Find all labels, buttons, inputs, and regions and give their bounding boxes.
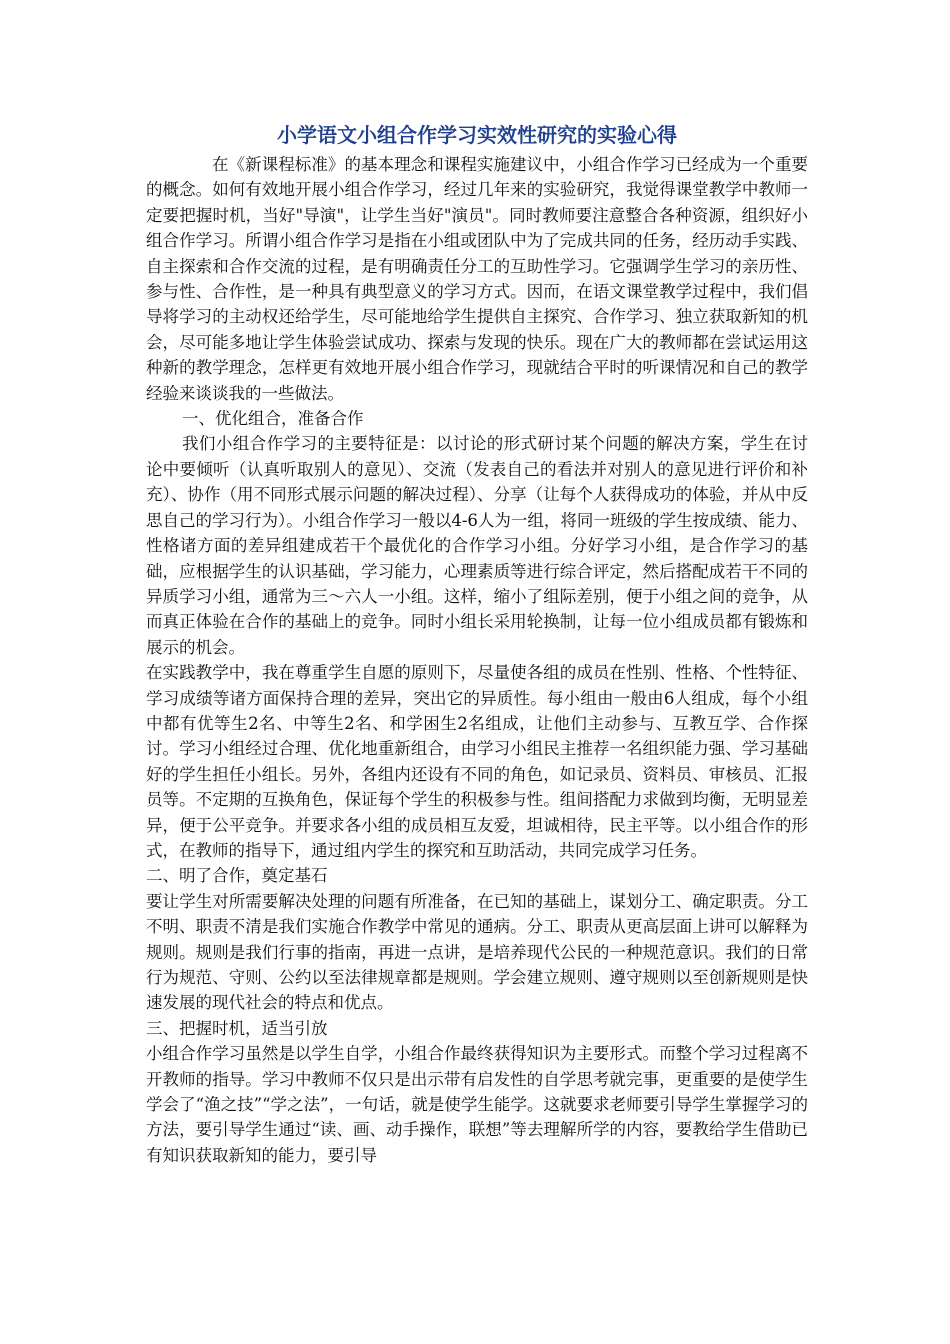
section-heading-2: 二、明了合作，奠定基石 bbox=[146, 866, 328, 886]
document-title: 小学语文小组合作学习实效性研究的实验心得 bbox=[277, 123, 677, 147]
section1-paragraph-1: 我们小组合作学习的主要特征是：以讨论的形式研讨某个问题的解决方案，学生在讨论中要倾听（认真听取别人的意见）、交流（发表自己的看法并对别人的意见进行评价和补充）、协作（用不同形式展示问题的解决过程）、分享（让每个人获得成功的体验，并从中反思自己的学习行为）。小组合作学习一般以4-6人为一组，将同一班级的学生按成绩、能力、性格诸方面的差异组建成若干个最优化的合作学习小组。分好学习小组，是合作学习的基础，应根据学生的认识基础，学习能力，心理素质等进行综合评定，然后搭配成若干不同的异质学习小组，通常为三～六人一小组。这样，缩小了组际差别，便于小组之间的竞争，从而真正体验在合作的基础上的竞争。同时小组长采用轮换制，让每一位小组成员都有锻炼和展示的机会。 bbox=[146, 434, 808, 657]
section-heading-1: 一、优化组合，准备合作 bbox=[182, 409, 364, 429]
document-body bbox=[146, 120, 808, 1168]
section1-paragraph-2: 在实践教学中，我在尊重学生自愿的原则下，尽量使各组的成员在性别、性格、个性特征、学习成绩等诸方面保持合理的差异，突出它的异质性。每小组由一般由6人组成，每个小组中都有优等生2名、中等生2名、和学困生2名组成，让他们主动参与、互教互学、合作探讨。学习小组经过合理、优化地重新组合，由学习小组民主推荐一名组织能力强、学习基础好的学生担任小组长。另外，各组内还设有不同的角色，如记录员、资料员、审核员、汇报员等。不定期的互换角色，保证每个学生的积极参与性。组间搭配力求做到均衡，无明显差异，便于公平竞争。并要求各小组的成员相互友爱，坦诚相待，民主平等。以小组合作的形式，在教师的指导下，通过组内学生的探究和互助活动，共同完成学习任务。 bbox=[146, 663, 808, 860]
intro-paragraph: 在《新课程标准》的基本理念和课程实施建议中，小组合作学习已经成为一个重要的概念。如何有效地开展小组合作学习，经过几年来的实验研究，我觉得课堂教学中教师一定要把握时机，当好"导演"，让学生当好"演员"。同时教师要注意整合各种资源，组织好小组合作学习。所谓小组合作学习是指在小组或团队中为了完成共同的任务，经历动手实践、自主探索和合作交流的过程，是有明确责任分工的互助性学习。它强调学生学习的亲历性、参与性、合作性，是一种具有典型意义的学习方式。因而，在语文课堂教学过程中，我们倡导将学习的主动权还给学生，尽可能地给学生提供自主探究、合作学习、独立获取新知的机会，尽可能多地让学生体验尝试成功、探索与发现的快乐。现在广大的教师都在尝试运用这种新的教学理念，怎样更有效地开展小组合作学习，现就结合平时的听课情况和自己的教学经验来谈谈我的一些做法。 bbox=[146, 155, 808, 403]
section3-paragraph-1: 小组合作学习虽然是以学生自学，小组合作最终获得知识为主要形式。而整个学习过程离不开教师的指导。学习中教师不仅只是出示带有启发性的自学思考就完事，更重要的是使学生学会了“渔之技”“学之法”，一句话，就是使学生能学。这就要求老师要引导学生掌握学习的方法，要引导学生通过“读、画、动手操作，联想”等去理解所学的内容，要教给学生借助已有知识获取新知的能力，要引导 bbox=[146, 1044, 808, 1165]
section2-paragraph-1: 要让学生对所需要解决处理的问题有所准备，在已知的基础上，谋划分工、确定职责。分工不明、职责不清是我们实施合作教学中常见的通病。分工、职责从更高层面上讲可以解释为规则。规则是我们行事的指南，再进一点讲，是培养现代公民的一种规范意识。我们的日常行为规范、守则、公约以至法律规章都是规则。学会建立规则、遵守规则以至创新规则是快速发展的现代社会的特点和优点。 bbox=[146, 891, 808, 1013]
section-heading-3: 三、把握时机，适当引放 bbox=[146, 1018, 328, 1038]
